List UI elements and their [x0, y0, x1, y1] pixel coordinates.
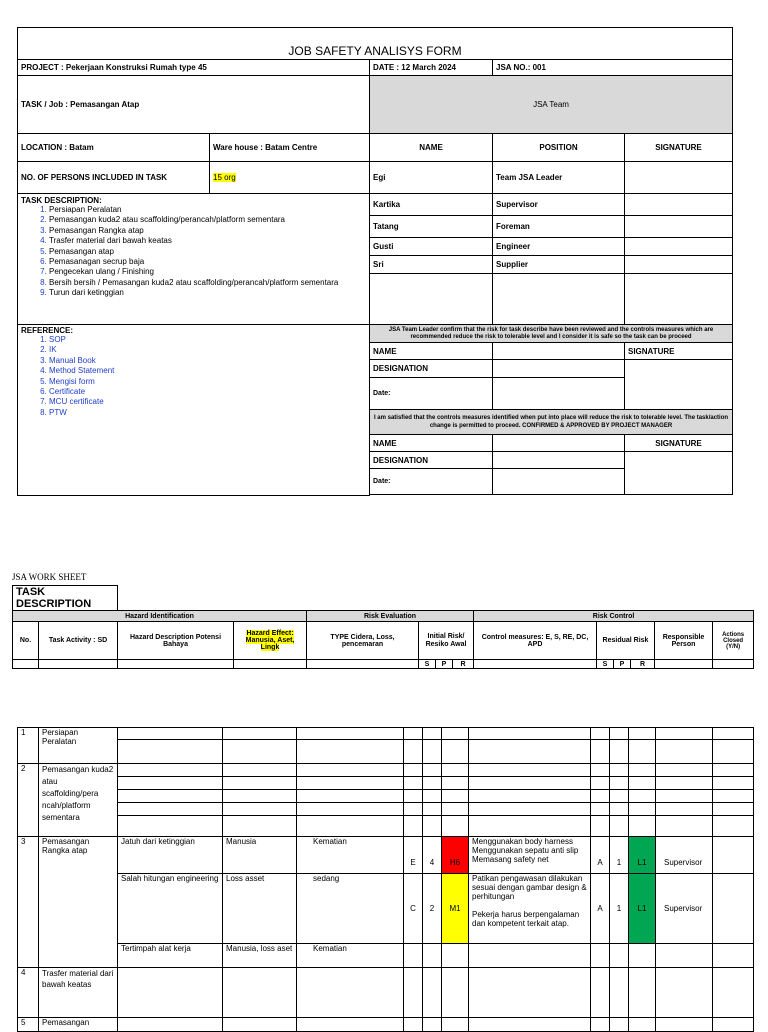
- cell: [404, 803, 423, 816]
- cell: [469, 944, 591, 968]
- leader-designation-label: DESIGNATION: [370, 360, 493, 378]
- leader-date-label: Date:: [370, 378, 493, 410]
- task-step: Pemasangan kuda2 atau scaffolding/perancah/platform sementara: [49, 215, 286, 225]
- reference-item: 2. IK: [49, 345, 366, 355]
- leader-designation-value: [493, 360, 625, 378]
- reference-label: REFERENCE:: [21, 326, 74, 335]
- risk-control-group: Risk Control: [474, 611, 754, 622]
- cell: [713, 1018, 754, 1032]
- cell: [713, 803, 754, 816]
- responsible-person: Supervisor: [656, 874, 713, 944]
- cell: [442, 740, 469, 764]
- initial-r: M1: [442, 874, 469, 944]
- spr-blank: [234, 660, 307, 669]
- cell: [423, 790, 442, 803]
- residual-s-header: S: [597, 660, 614, 669]
- residual-p: 1: [610, 874, 629, 944]
- cell: [610, 764, 629, 777]
- hazard-type: Kematian: [297, 837, 404, 874]
- residual-s: A: [591, 837, 610, 874]
- cell: [223, 740, 297, 764]
- task-step: Bersih bersih / Pemasangan kuda2 atau scaffolding/perancah/platform sementara: [49, 277, 339, 287]
- cell: [118, 777, 223, 790]
- team-position-header: POSITION: [493, 134, 625, 162]
- pm-signature-box: [625, 452, 733, 495]
- residual-r: L1: [629, 837, 656, 874]
- cell: [469, 728, 591, 740]
- cell: [442, 728, 469, 740]
- cell: [442, 968, 469, 1018]
- cell: [404, 944, 423, 968]
- col-initial-risk: Initial Risk/ Resiko Awal: [419, 622, 474, 660]
- cell: [423, 764, 442, 777]
- cell: [656, 1018, 713, 1032]
- control-measure-line: Pekerja harus berpengalaman dan kompetent terkait atap.: [472, 910, 580, 928]
- initial-s: C: [404, 874, 423, 944]
- persons-value: [210, 162, 370, 194]
- cell: [713, 816, 754, 837]
- cell: [656, 728, 713, 740]
- jsa-team-header: JSA Team: [370, 76, 733, 134]
- cell: [713, 790, 754, 803]
- leader-name-label: NAME: [370, 343, 493, 360]
- cell: [118, 816, 223, 837]
- pm-designation-label: DESIGNATION: [370, 452, 493, 469]
- cell: [223, 777, 297, 790]
- pm-designation-value: [493, 452, 625, 469]
- task-description-label: TASK DESCRIPTION:: [21, 196, 102, 205]
- cell: [656, 740, 713, 764]
- jsa-form: [17, 27, 733, 496]
- initial-p: 4: [423, 837, 442, 874]
- cell: [610, 728, 629, 740]
- hazard-effect: Manusia, loss aset: [223, 944, 297, 968]
- hazard-type: sedang: [297, 874, 404, 944]
- cell: [118, 790, 223, 803]
- cell: [118, 740, 223, 764]
- cell: [713, 764, 754, 777]
- row-no: 2: [18, 764, 39, 837]
- cell: [404, 728, 423, 740]
- cell: [610, 803, 629, 816]
- spr-blank: [39, 660, 118, 669]
- cell: [442, 944, 469, 968]
- leader-statement: JSA Team Leader confirm that the risk for task describe have been reviewed and the controls measures which are recommended reduce the risk to tolerable level and I consider it is safe so the task can be proceed: [370, 325, 733, 343]
- cell: [656, 968, 713, 1018]
- pm-date-value: [493, 469, 625, 495]
- cell: [629, 728, 656, 740]
- leader-signature-label: SIGNATURE: [625, 343, 733, 360]
- control-measure-gap: [472, 901, 587, 910]
- cell: [713, 777, 754, 790]
- task-field: TASK / Job : Pemasangan Atap: [18, 76, 370, 134]
- residual-r-header: R: [631, 660, 655, 669]
- cell: [656, 944, 713, 968]
- task-description-value: [118, 586, 754, 611]
- reference-item: 4. Method Statement: [49, 366, 366, 376]
- task-step: Pemasanagan secrup baja: [49, 257, 145, 267]
- team-member-signature: [625, 238, 733, 256]
- row-task: Pemasangan kuda2 atau scaffolding/pera ncah/platform sementara: [39, 764, 118, 837]
- cell: [629, 816, 656, 837]
- spr-blank: [118, 660, 234, 669]
- form-title: JOB SAFETY ANALISYS FORM: [18, 28, 733, 60]
- cell: [656, 764, 713, 777]
- team-member-signature: [625, 216, 733, 238]
- action-closed: [713, 837, 754, 874]
- cell: [591, 777, 610, 790]
- cell: [297, 764, 404, 777]
- residual-r: L1: [629, 874, 656, 944]
- row-no: 1: [18, 728, 39, 764]
- persons-count: 15 org: [213, 173, 236, 182]
- spr-blank: [307, 660, 419, 669]
- cell: [591, 1018, 610, 1032]
- cell: [610, 816, 629, 837]
- pm-name-label: NAME: [370, 435, 493, 452]
- cell: [591, 740, 610, 764]
- cell: [656, 803, 713, 816]
- task-step: Persiapan Peralatan: [49, 205, 122, 214]
- reference-item: 5. Mengisi form: [49, 377, 366, 387]
- hazard-description: Tertimpah alat kerja: [118, 944, 223, 968]
- cell: [297, 803, 404, 816]
- team-member-name: Tatang: [370, 216, 493, 238]
- cell: [423, 728, 442, 740]
- task-description-header: TASK DESCRIPTION: [13, 586, 118, 611]
- team-member-name: [370, 274, 493, 325]
- cell: [610, 777, 629, 790]
- project-field: PROJECT : Pekerjaan Konstruksi Rumah type 45: [18, 60, 370, 76]
- cell: [469, 803, 591, 816]
- team-member-signature: [625, 194, 733, 216]
- cell: [713, 740, 754, 764]
- cell: [442, 764, 469, 777]
- reference-item: 1. SOP: [49, 335, 366, 345]
- cell: [656, 790, 713, 803]
- team-member-position: Foreman: [493, 216, 625, 238]
- cell: [297, 740, 404, 764]
- row-no: 4: [18, 968, 39, 1018]
- control-measures: Menggunakan body harness Menggunakan sepatu anti slip Memasang safety net: [469, 837, 591, 874]
- hazard-effect: Loss asset: [223, 874, 297, 944]
- spr-blank: [13, 660, 39, 669]
- col-actions-closed: Actions Closed (Y/N): [713, 622, 754, 660]
- spr-blank: [474, 660, 597, 669]
- cell: [629, 740, 656, 764]
- cell: [629, 803, 656, 816]
- cell: [629, 764, 656, 777]
- cell: [469, 1018, 591, 1032]
- initial-r-header: R: [453, 660, 474, 669]
- spr-blank: [655, 660, 713, 669]
- reference-block: [18, 325, 370, 496]
- cell: [423, 740, 442, 764]
- pm-signature-label: SIGNATURE: [625, 435, 733, 452]
- initial-s-header: S: [419, 660, 436, 669]
- pm-name-value: [493, 435, 625, 452]
- cell: [297, 968, 404, 1018]
- reference-item: 8. PTW: [49, 408, 366, 418]
- initial-p-header: P: [436, 660, 453, 669]
- col-task-activity: Task Activity : SD: [39, 622, 118, 660]
- task-step: Pengecekan ulang / Finishing: [49, 267, 154, 277]
- hazard-effect: Manusia: [223, 837, 297, 874]
- responsible-person: Supervisor: [656, 837, 713, 874]
- team-member-position: Engineer: [493, 238, 625, 256]
- col-type: TYPE Cidera, Loss, pencemaran: [307, 622, 419, 660]
- jsa-number-field: JSA NO.: 001: [493, 60, 733, 76]
- col-control-measures: Control measures: E, S, RE, DC, APD: [474, 622, 597, 660]
- cell: [223, 790, 297, 803]
- location-field: LOCATION : Batam: [18, 134, 210, 162]
- task-step: Pemasangan atap: [49, 246, 114, 256]
- reference-item: 6. Certificate: [49, 387, 366, 397]
- cell: [404, 816, 423, 837]
- hazard-identification-group: Hazard Identification: [13, 611, 307, 622]
- initial-p: 2: [423, 874, 442, 944]
- leader-date-value: [493, 378, 625, 410]
- cell: [442, 1018, 469, 1032]
- cell: [610, 790, 629, 803]
- cell: [610, 944, 629, 968]
- cell: [404, 1018, 423, 1032]
- cell: [629, 944, 656, 968]
- cell: [713, 944, 754, 968]
- row-task: Pemasangan Rangka atap: [39, 837, 118, 968]
- cell: [591, 728, 610, 740]
- team-member-position: [493, 274, 625, 325]
- worksheet-header: [12, 585, 754, 669]
- cell: [423, 1018, 442, 1032]
- cell: [423, 968, 442, 1018]
- spr-blank: [713, 660, 754, 669]
- leader-name-value: [493, 343, 625, 360]
- cell: [610, 1018, 629, 1032]
- cell: [223, 816, 297, 837]
- cell: [297, 816, 404, 837]
- cell: [223, 1018, 297, 1032]
- cell: [223, 968, 297, 1018]
- team-member-position: Supervisor: [493, 194, 625, 216]
- reference-item: 3. Manual Book: [49, 356, 366, 366]
- row-no: 3: [18, 837, 39, 968]
- cell: [223, 764, 297, 777]
- action-closed: [713, 874, 754, 944]
- team-member-name: Sri: [370, 256, 493, 274]
- cell: [297, 1018, 404, 1032]
- cell: [404, 790, 423, 803]
- hazard-effect-text: Hazard Effect: Manusia, Aset, Lingk: [245, 630, 295, 651]
- cell: [297, 790, 404, 803]
- cell: [118, 728, 223, 740]
- initial-s: E: [404, 837, 423, 874]
- row-task: Trasfer material dari bawah keatas: [39, 968, 118, 1018]
- cell: [223, 728, 297, 740]
- cell: [469, 740, 591, 764]
- cell: [118, 968, 223, 1018]
- cell: [423, 816, 442, 837]
- control-measures: [469, 874, 591, 944]
- team-member-signature: [625, 274, 733, 325]
- cell: [297, 777, 404, 790]
- cell: [442, 816, 469, 837]
- cell: [442, 803, 469, 816]
- cell: [118, 1018, 223, 1032]
- cell: [118, 764, 223, 777]
- date-field: DATE : 12 March 2024: [370, 60, 493, 76]
- control-measure-line: Patikan pengawasan dilakukan sesuai dengan gambar design & perhitungan: [472, 874, 587, 901]
- col-no: No.: [13, 622, 39, 660]
- cell: [423, 777, 442, 790]
- team-signature-header: SIGNATURE: [625, 134, 733, 162]
- cell: [469, 816, 591, 837]
- col-hazard-effect: [234, 622, 307, 660]
- cell: [469, 968, 591, 1018]
- cell: [404, 968, 423, 1018]
- col-residual-risk: Residual Risk: [597, 622, 655, 660]
- row-task: Persiapan Peralatan: [39, 728, 118, 764]
- leader-signature-box: [625, 360, 733, 410]
- team-member-name: Egi: [370, 162, 493, 194]
- cell: [297, 728, 404, 740]
- team-member-name: Gusti: [370, 238, 493, 256]
- persons-label: NO. OF PERSONS INCLUDED IN TASK: [18, 162, 210, 194]
- cell: [656, 816, 713, 837]
- cell: [629, 790, 656, 803]
- team-member-signature: [625, 162, 733, 194]
- cell: [118, 803, 223, 816]
- cell: [223, 803, 297, 816]
- worksheet-body: [17, 727, 754, 1032]
- cell: [442, 790, 469, 803]
- cell: [713, 968, 754, 1018]
- team-name-header: NAME: [370, 134, 493, 162]
- reference-item: 7. MCU certificate: [49, 397, 366, 407]
- cell: [591, 944, 610, 968]
- task-step: Pemasangan Rangka atap: [49, 225, 144, 235]
- risk-evaluation-group: Risk Evaluation: [307, 611, 474, 622]
- task-step: Turun dari ketinggian: [49, 288, 124, 298]
- task-step: Trasfer material dari bawah keatas: [49, 236, 172, 246]
- cell: [469, 764, 591, 777]
- cell: [591, 764, 610, 777]
- cell: [713, 728, 754, 740]
- hazard-type: Kematian: [297, 944, 404, 968]
- hazard-description: Jatuh dari ketinggian: [118, 837, 223, 874]
- cell: [629, 968, 656, 1018]
- cell: [442, 777, 469, 790]
- warehouse-field: Ware house : Batam Centre: [210, 134, 370, 162]
- cell: [610, 968, 629, 1018]
- team-member-name: Kartika: [370, 194, 493, 216]
- task-description-block: [18, 194, 370, 325]
- cell: [591, 816, 610, 837]
- cell: [469, 790, 591, 803]
- cell: [656, 777, 713, 790]
- cell: [423, 944, 442, 968]
- team-member-position: Team JSA Leader: [493, 162, 625, 194]
- spacer: [370, 495, 733, 496]
- cell: [591, 968, 610, 1018]
- cell: [629, 777, 656, 790]
- col-hazard-description: Hazard Description Potensi Bahaya: [118, 622, 234, 660]
- cell: [591, 803, 610, 816]
- pm-statement: I am satisfied that the controls measures identified when put into place will reduce the risk to tolerable level. The task/action change is permitted to proceed. CONFIRMED & APPROVED BY PROJECT MANAGER: [370, 410, 733, 435]
- row-no: 5: [18, 1018, 39, 1032]
- cell: [404, 740, 423, 764]
- cell: [404, 764, 423, 777]
- residual-s: A: [591, 874, 610, 944]
- team-member-position: Supplier: [493, 256, 625, 274]
- cell: [629, 1018, 656, 1032]
- col-responsible: Responsible Person: [655, 622, 713, 660]
- residual-p: 1: [610, 837, 629, 874]
- residual-p-header: P: [614, 660, 631, 669]
- cell: [469, 777, 591, 790]
- cell: [404, 777, 423, 790]
- cell: [610, 740, 629, 764]
- cell: [591, 790, 610, 803]
- row-task: Pemasangan: [39, 1018, 118, 1032]
- initial-r: H6: [442, 837, 469, 874]
- team-member-signature: [625, 256, 733, 274]
- pm-date-label: Date:: [370, 469, 493, 495]
- cell: [423, 803, 442, 816]
- worksheet-title: JSA WORK SHEET: [12, 572, 87, 582]
- hazard-description: Salah hitungan engineering: [118, 874, 223, 944]
